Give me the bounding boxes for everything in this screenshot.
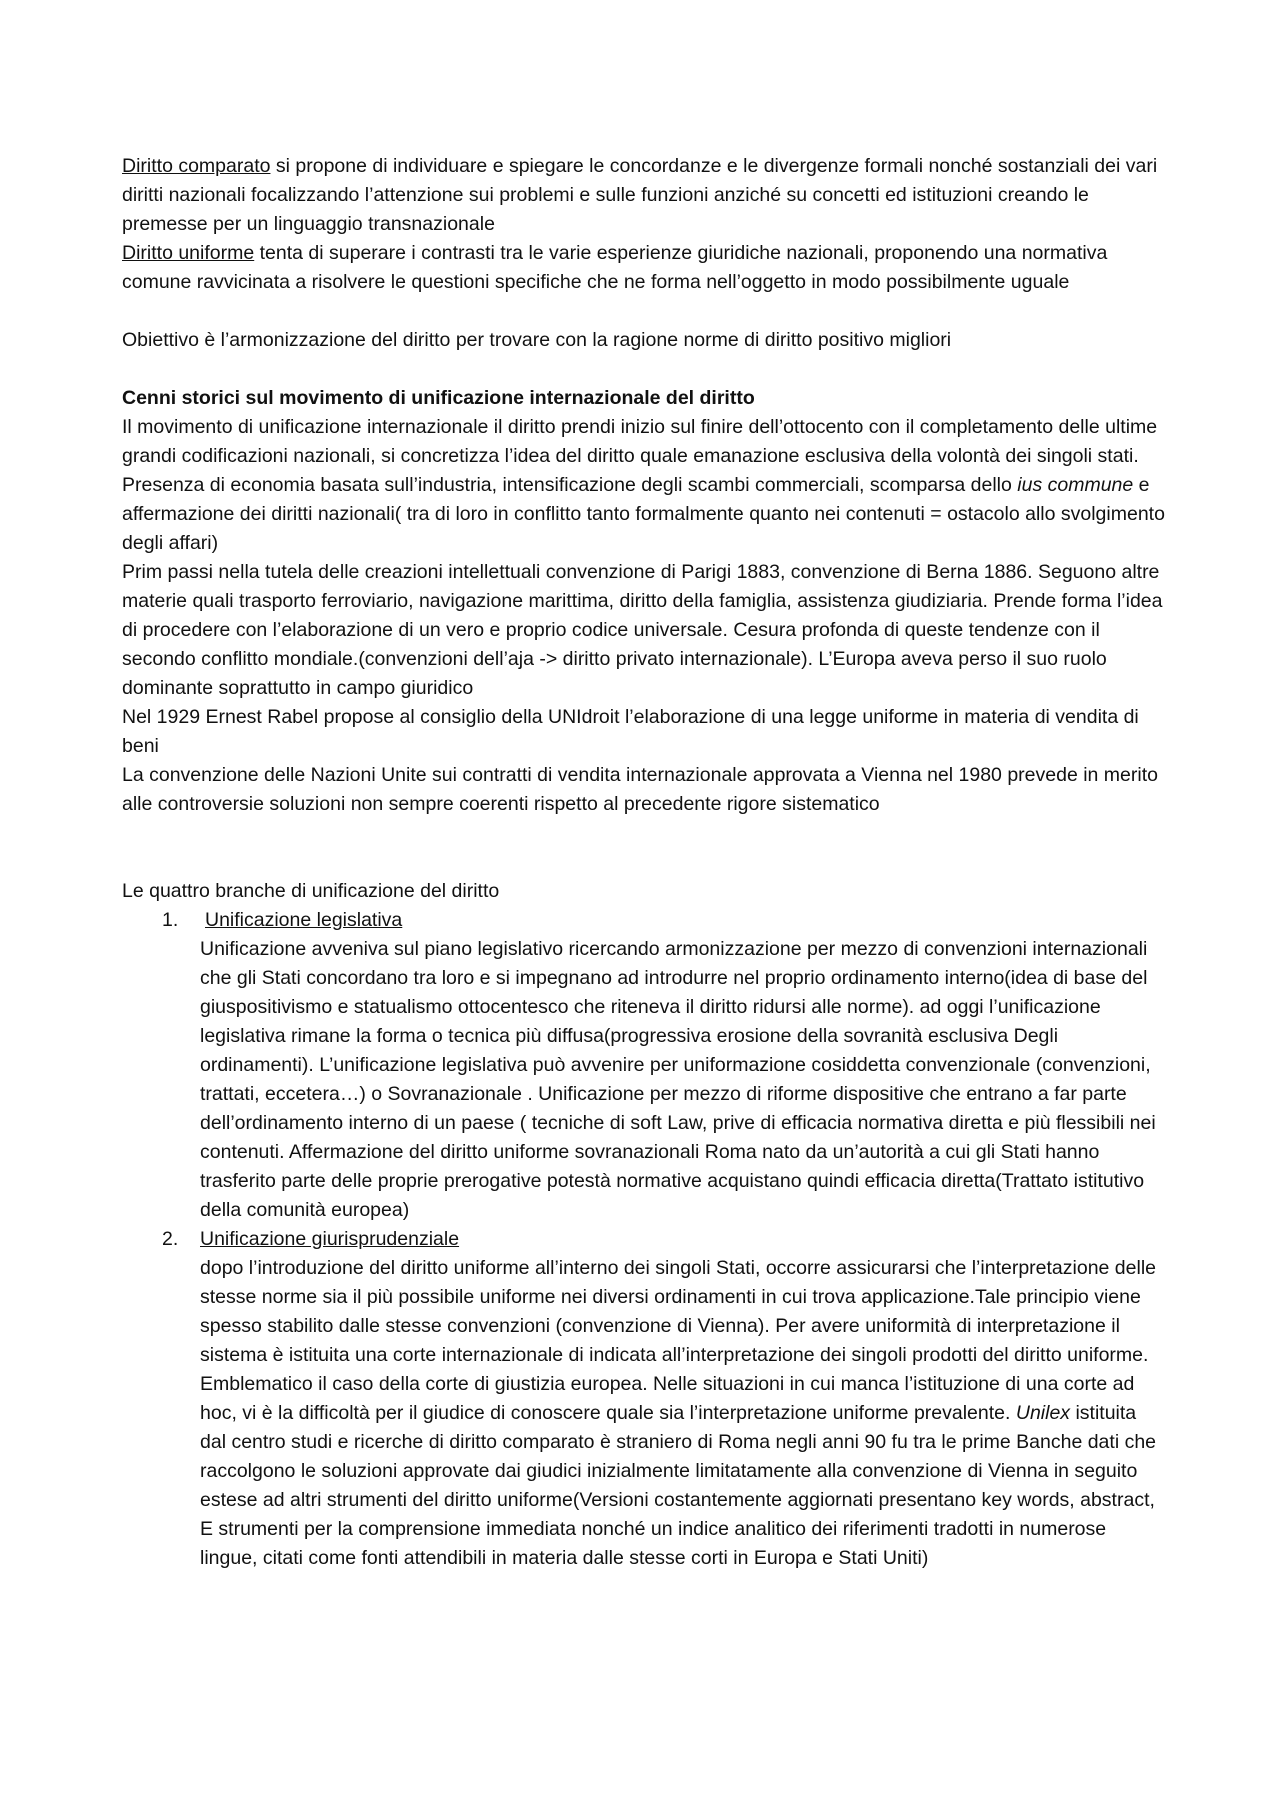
list-item-title: Unificazione giurisprudenziale: [200, 1228, 460, 1250]
paragraph-spacer: [122, 819, 1167, 877]
history-paragraph-2: Prim passi nella tutela delle creazioni intellettuali convenzione di Parigi 1883, convenzione di Berna 1886. Seguono altre materie quali trasporto ferroviario, navigazione marittima, diritto della famiglia, assistenza giudiziaria. Prende forma l’idea di procedere con l’elaborazione di un vero e proprio codice universale. Cesura profonda di queste tendenze con il secondo conflitto mondiale.(convenzioni dell’aja -> diritto privato internazionale). L’Europa aveva perso il suo ruolo dominante soprattutto in campo giuridico: [122, 561, 1163, 699]
intro-paragraph-uniform-law: [122, 239, 1167, 297]
paragraph-spacer: [122, 297, 1167, 326]
objective-paragraph: Obiettivo è l’armonizzazione del diritto per trovare con la ragione norme di diritto positivo migliori: [122, 329, 952, 351]
list-item: [122, 906, 1167, 1225]
italic-ius-commune: ius commune: [1017, 474, 1134, 496]
history-paragraph-1: Il movimento di unificazione internazionale il diritto prendi inizio sul finire dell’ottocento con il completamento delle ultime grandi codificazioni nazionali, si concretizza l’idea del diritto quale emanazione esclusiva della volontà dei singoli stati. Presenza di economia basata sull’industria, intensificazione degli scambi commerciali, scomparsa dello ius commune e affermazione dei diritti nazionali( tra di loro in conflitto tanto formalmente quanto nei contenuti = ostacolo allo svolgimento degli affari): [122, 416, 1165, 554]
history-paragraph-4: La convenzione delle Nazioni Unite sui contratti di vendita internazionale approvata a Vienna nel 1980 prevede in merito alle controversie soluzioni non sempre coerenti rispetto al precedente rigore sistematico: [122, 764, 1158, 815]
list-item: [122, 1225, 1167, 1573]
list-item-text: dopo l’introduzione del diritto uniforme all’interno dei singoli Stati, occorre assicurarsi che l’interpretazione delle stesse norme sia il più possibile uniforme nei diversi ordinamenti in cui trova applicazione.Tale principio viene spesso stabilito dalle stesse convenzioni (convenzione di Vienna). Per avere uniformità di interpretazione il sistema è istituita una corte internazionale di indicata all’interpretazione dei singoli prodotti del diritto uniforme. Emblematico il caso della corte di giustizia europea. Nelle situazioni in cui manca l’istituzione di una corte ad hoc, vi è la difficoltà per il giudice di conoscere quale sia l’interpretazione uniforme prevalente. Unilex istituita dal centro studi e ricerche di diritto comparato è straniero di Roma negli anni 90 fu tra le prime Banche dati che raccolgono le soluzioni approvate dai giudici inizialmente limitatamente alla convenzione di Vienna in seguito estese ad altri strumenti del diritto uniforme(Versioni costantemente aggiornati presentano key words, abstract, E strumenti per la comprensione immediata nonché un indice analitico dei riferimenti tradotti in numerose lingue, citati come fonti attendibili in materia dalle stesse corti in Europa e Stati Uniti): [200, 1257, 1157, 1569]
list-item-text: Unificazione avveniva sul piano legislativo ricercando armonizzazione per mezzo di convenzioni internazionali che gli Stati concordano tra loro e si impegnano ad introdurre nel proprio ordinamento interno(idea di base del giuspositivismo e statualismo ottocentesco che riteneva il diritto ridursi alle norme). ad oggi l’unificazione legislativa rimane la forma o tecnica più diffusa(progressiva erosione della sovranità esclusiva Degli ordinamenti). L’unificazione legislativa può avvenire per uniformazione cosiddetta convenzionale (convenzioni, trattati, eccetera…) o Sovranazionale . Unificazione per mezzo di riforme dispositive che entrano a far parte dell’ordinamento interno di un paese ( tecniche di soft Law, prive di efficacia normativa diretta e più flessibili nei contenuti. Affermazione del diritto uniforme sovranazionali Roma nato da un’autorità a cui gli Stati hanno trasferito parte delle proprie prerogative potestà normative acquistano quindi efficacia diretta(Trattato istitutivo della comunità europea): [200, 938, 1156, 1221]
term-diritto-comparato: Diritto comparato: [122, 155, 271, 177]
intro-paragraph-comparative-law: [122, 152, 1167, 239]
term-diritto-uniforme: Diritto uniforme: [122, 242, 255, 264]
document-page: [122, 152, 1167, 1573]
paragraph-spacer: [122, 355, 1167, 384]
list-item-title: Unificazione legislativa: [205, 909, 403, 931]
branches-list: [122, 906, 1167, 1573]
section-heading-branches: Le quattro branche di unificazione del diritto: [122, 880, 500, 902]
intro-paragraph-text: tenta di superare i contrasti tra le varie esperienze giuridiche nazionali, proponendo una normativa comune ravvicinata a risolvere le questioni specifiche che ne forma nell’oggetto in modo possibilmente uguale: [122, 242, 1108, 293]
list-item-number: 2.: [162, 1228, 179, 1250]
italic-unilex: Unilex: [1015, 1402, 1071, 1424]
section-heading-history: Cenni storici sul movimento di unificazione internazionale del diritto: [122, 387, 755, 409]
history-paragraph-3: Nel 1929 Ernest Rabel propose al consiglio della UNIdroit l’elaborazione di una legge uniforme in materia di vendita di beni: [122, 706, 1139, 757]
intro-paragraph-text: si propone di individuare e spiegare le concordanze e le divergenze formali nonché sostanziali dei vari diritti nazionali focalizzando l’attenzione sui problemi e sulle funzioni anziché su concetti ed istituzioni creando le premesse per un linguaggio transnazionale: [122, 155, 1158, 235]
list-item-number: 1.: [162, 909, 179, 931]
